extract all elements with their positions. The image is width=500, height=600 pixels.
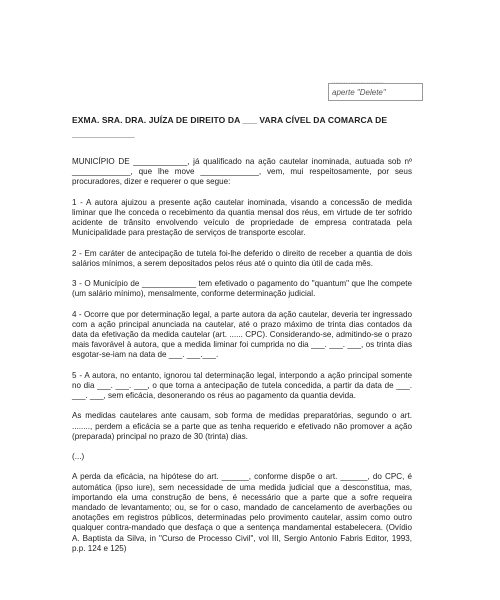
paragraph-item-2: 2 - Em caráter de antecipação de tutela foi-lhe deferido o direito de receber a quantia de dois salários mínimos, a serem depositados pelos réus até o quinto dia útil de cada mês. xyxy=(72,248,412,268)
document-body xyxy=(72,157,412,564)
paragraph-item-3: 3 - O Município de ____________ tem efetivado o pagamento do "quantum" que lhe compete (um salário mínimo), mensalmente, conforme determinação judicial. xyxy=(72,279,412,299)
delete-hint-box[interactable] xyxy=(328,79,423,101)
paragraph-item-1: 1 - A autora ajuizou a presente ação cautelar inominada, visando a concessão de medida liminar que lhe conceda o recebimento da quantia mensal dos réus, em virtude de ter sofrido acidente de trânsito envolvendo veículo de propriedade de empresa contratada pela Municipalidade para prestação de serviços de transporte escolar. xyxy=(72,197,412,238)
paragraph-intro: MUNICÍPIO DE ____________, já qualificado na ação cautelar inominada, autuada sob nº _____________, que lhe move _____________, vem, mui respeitosamente, por seus procuradores, dizer e requerer o que segue: xyxy=(72,157,412,187)
paragraph-item-4: 4 - Ocorre que por determinação legal, a parte autora da ação cautelar, deveria ter ingressado com a ação principal anunciada na cautelar, até o prazo máximo de trinta dias contados da data da efetivação da medida cautelar (art. ...... CPC). Considerando-se, admitindo-se o prazo mais favorável à autora, que a medida liminar foi cumprida no dia ___. ___. ___, os trinta dias esgotar-se-iam na data de ___. ___.___. xyxy=(72,309,412,360)
paragraph-legal-note: As medidas cautelares ante causam, sob forma de medidas preparatórias, segundo o art. ........, perdem a eficácia se a parte que as tenha requerido e efetivado não promover a ação (preparada) principal no prazo de 30 (trinta) dias. xyxy=(72,411,412,441)
delete-hint-text: aperte "Delete" xyxy=(332,88,386,97)
paragraph-citation: A perda da eficácia, na hipótese do art. ______, conforme dispõe o art. ______, do CPC, é automática (ipso iure), sem necessidade de uma medida judicial que a desconstitua, mas, importando ela uma construção de bens, é necessário que a parte que a sofre requeira mandado de levantamento; ou, se for o caso, mandado de cancelamento de averbações ou anotações em registros públicos, determinadas pelo provimento cautelar, assim como outro qualquer contra-mandado que desfaça o que a sentença mandamental estabelecera. (Ovídio A. Baptista da Silva, in "Curso de Processo Civil", vol III, Sergio Antonio Fabris Editor, 1993, p.p. 124 e 125) xyxy=(72,472,412,553)
paragraph-item-5: 5 - A autora, no entanto, ignorou tal determinação legal, interpondo a ação principal somente no dia ___. ___. ___, o que torna a antecipação de tutela concedida, a partir da data de ___. ___. ___, sem eficácia, desonerando os réus ao pagamento da quantia devida. xyxy=(72,370,412,401)
paragraph-ellipsis: (...) xyxy=(72,452,85,462)
heading-line-2: _____________ xyxy=(72,129,135,139)
document-heading xyxy=(72,113,412,141)
hint-faint-text: ......... .......... .......... xyxy=(332,79,384,85)
heading-line-1: EXMA. SRA. DRA. JUÍZA DE DIREITO DA ___ VARA CÍVEL DA COMARCA DE xyxy=(72,115,388,125)
